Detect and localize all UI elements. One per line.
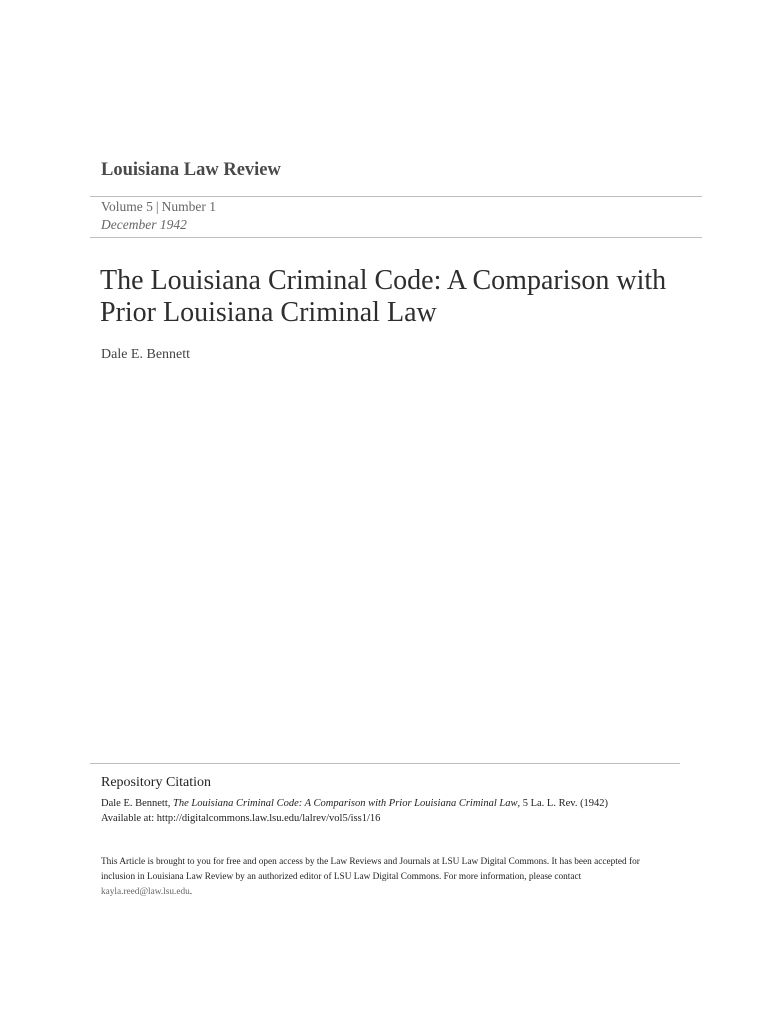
contact-email-link[interactable]: kayla.reed@law.lsu.edu [101, 887, 190, 897]
notice-line-2: inclusion in Louisiana Law Review by an authorized editor of LSU Law Digital Commons. For more information, please contact [101, 872, 582, 882]
journal-title: Louisiana Law Review [101, 160, 281, 180]
citation-availability [101, 811, 701, 826]
header-divider-bottom [90, 237, 702, 238]
notice-line-3 [101, 885, 701, 900]
article-title-line-2: Prior Louisiana Criminal Law [100, 297, 437, 328]
issue-separator: | [155, 199, 159, 214]
repository-citation-heading: Repository Citation [101, 775, 212, 790]
citation-text [101, 796, 701, 826]
citation-suffix: , 5 La. L. Rev. (1942) [517, 798, 609, 809]
issue-line [101, 199, 216, 215]
citation-author: Dale E. Bennett, [101, 798, 174, 809]
citation-divider [90, 763, 680, 764]
article-title-line-1: The Louisiana Criminal Code: A Comparison with [100, 265, 667, 296]
volume-link[interactable]: Volume 5 [101, 199, 153, 214]
citation-title: The Louisiana Criminal Code: A Comparison with Prior Louisiana Criminal Law [173, 798, 518, 809]
number-link[interactable]: Number 1 [161, 199, 216, 214]
author-name[interactable]: Dale E. Bennett [101, 347, 191, 362]
access-notice [101, 855, 701, 900]
citation-reference [101, 796, 701, 811]
available-url-link[interactable]: http://digitalcommons.law.lsu.edu/lalrev/vol5/iss1/16 [156, 813, 381, 824]
email-suffix: . [189, 887, 193, 897]
notice-line-1: This Article is brought to you for free and open access by the Law Reviews and Journals at LSU Law Digital Commons. It has been accepted for [101, 857, 640, 867]
header-divider-top [90, 196, 702, 197]
issue-date: December 1942 [101, 217, 187, 232]
available-label: Available at: [101, 813, 157, 824]
article-title[interactable] [100, 265, 710, 329]
